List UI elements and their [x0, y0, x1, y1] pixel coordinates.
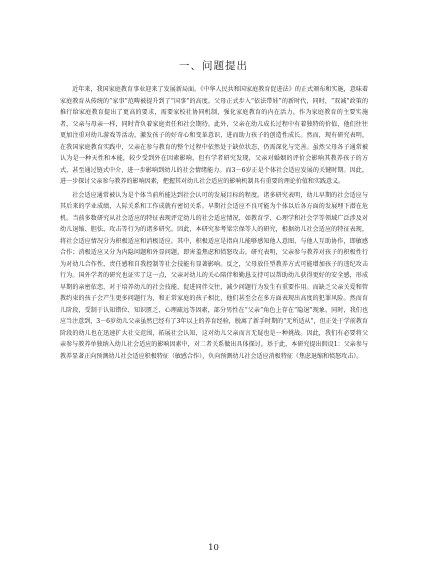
paragraph-2: 社会适应通常被认为是个体当前所能达到社会认可的发展目标的程度。诸多研究表明，幼儿早期的社会适应与其后来的学业成绩、人际关系和工作成就有密切关系。早期社会适应不良可能为个体以后各方面的发展埋下潜在危机。当前多数研究从社会适应的特征表现评定幼儿的社会适应情况，如教育学、心理学和社会学等领域广泛涉及对幼儿退缩、胆怯、攻击等行为的诸多研究。因此，本研究参考梁宗保等人的研究，根据幼儿社会适应的特征表现，将社会适应情况分为积极适应和消极适应。其中，积极适应是指向儿能够感知他人意图、与他人互助协作，即敏感合作；消极适应又分为内隐问题和外显问题，即害羞焦虑和愤怒攻击。研究表明，父亲参与教养对孩子的积极性行为对幼儿合作性、责任感和自我控制等社会技能有显著影响。反之，父母放任型教养方式可能增加孩子的违纪攻击行为。国外学者的研究也证实了这一点，父亲对幼儿的关心陪伴和勤恳支持可以帮助幼儿获得更好的安全感，形成早期的亲密依恋，对于培养幼儿的社会技能，促进同伴交往，减少问题行为发生有重要作用。而缺乏父亲关爱和管教约束的孩子会产生更多问题行为，和正常家庭的孩子相比，他们甚至会在多方面表现出高度的犯罪风险。然而育儿阶段，受制于认知错位、知识匮乏、心理疏远等因素，部分男性在“父亲”角色上存在“隐退”现象。同时，我们也应当注意到，3－6岁幼儿父亲虽然已经有了3年以上的养育经验，脱离了新手时期的“无所适从”，但正处于学前教育阶段的幼儿也在迅速扩大社交范围，拓展社会认知，这对幼儿父亲而言无疑也是一种挑战。因此，我们有必要将父亲参与教养单独纳入幼儿社会适应的影响因素中，对二者关系做出具体探讨。基于此，本研究提出假设1：父亲参与教养显著正向预测幼儿社会适应积极特征（敏感合作），负向预测幼儿社会适应消极特征（焦虑退缩和愤怒攻击）。 [60, 191, 368, 360]
page-number: 10 [208, 543, 219, 553]
paragraph-1: 近年来，我国家庭教育事业迎来了发展新局面。《中华人民共和国家庭教育促进法》的正式颁布和实施，意味着家庭教育从传统的“家事”范畴被提升到了“国事”的高度。父母正式步入“依法带娃”的新时代，同时，“双减”政策的推行给家庭教育提出了更高的要求，需要家校社协同机制，强化家庭教育的内在活力。作为家庭教育的主要实施者，父亲与母亲一样，同时背负着家庭责任和社会期待。此外，父亲在幼儿成长过程中有着独特的价值，他们往往更加注重对幼儿游戏等活动，激发孩子的好奇心和变革意识，进而助力孩子的创造性成长。然而，现有研究表明，在我国家庭教育实践中，父亲在参与教育的整个过程中依然处于缺位状态，仍需深化与完善。虽然父母各子通常被认为是一种天性和本能，较少受到外在因素影响，但有学者研究发现，父亲对婚姻的评价会影响其教养孩子的方式，甚至通过链式中介，进一步影响到幼儿的社会情绪能力。而3－6岁正是个体社会适应发展的关键时期。因此，进一步探讨父亲参与教养的影响因素，把握其对幼儿社会适应的影响机制具有重要的理论价值和实践意义。 [60, 86, 368, 185]
section-title: 一、问题提出 [179, 60, 248, 72]
body-text [60, 84, 368, 362]
